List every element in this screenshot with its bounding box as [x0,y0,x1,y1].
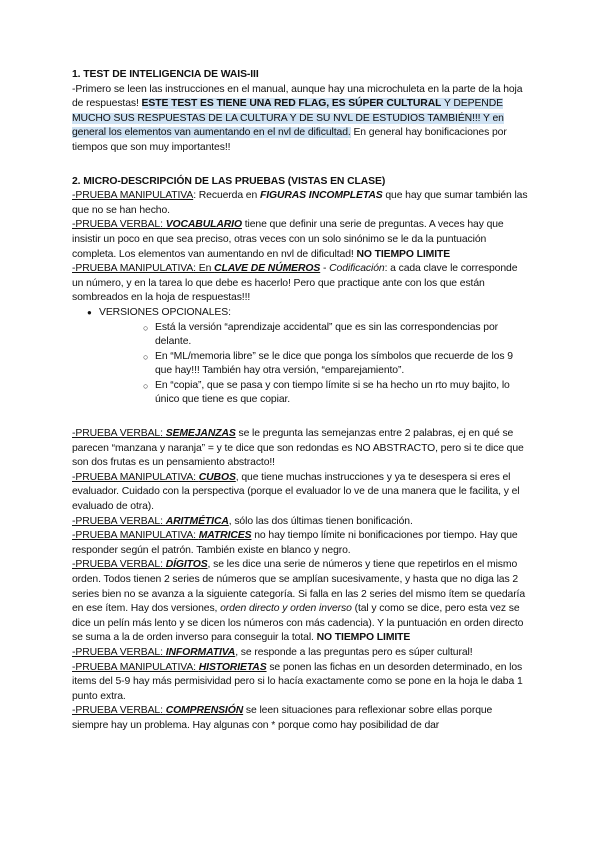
section-2-title: 2. MICRO-DESCRIPCIÓN DE LAS PRUEBAS (VISTAS EN CLASE) [72,175,386,187]
entry-cubos [72,471,528,515]
entry-comprension [72,704,528,733]
list-item [89,306,528,408]
entry-text: , se les dice una serie de números y tiene que repetirlos en el mismo orden. Todos tienen 2 series de números que se amplían sucesivamente, y hasta que no diga las 2 series bien no se avanza a la siguiente categoría. Si falla en las 2 series del mismo ítem se quedaría en ese ítem. Hay dos versiones, [72,559,526,615]
entry-italic: orden directo y orden inverso [220,603,352,615]
entry-aritmetica [72,515,528,530]
entry-text: , que tiene muchas instrucciones y ya te desespera si eres el evaluador. Cuidado con la perspectiva (porque el evaluador lo ve de una manera que le facilita, y el evaluado de otra). [72,471,520,513]
entry-text: , se responde a las preguntas pero es súper cultural! [235,646,473,658]
entry-text: tiene que definir una serie de preguntas. A veces hay que insistir un poco en que sea preciso, otras veces con un solo sinónimo se le da la puntuación completa. Los elementos van aumentando en nvl de dificultad! [72,219,504,260]
entry-label: -PRUEBA VERBAL: [72,428,166,440]
entry-text: - [320,263,330,275]
entry-matrices [72,529,528,558]
test-name: INFORMATIVA [165,646,236,658]
entry-vocabulario [72,218,528,262]
entry-label: -PRUEBA MANIPULATIVA: En [72,263,215,275]
no-time-limit: NO TIEMPO LIMITE [356,248,451,260]
red-flag-highlight: ESTE TEST ES TIENE UNA RED FLAG, ES SÚPER CULTURAL [141,98,442,110]
entry-informativa [72,646,528,661]
entry-text: se ponen las fichas en un desorden determinado, en los items del 5-9 hay más permisividad pero si lo hacía exactamente como se pone en la hoja le daba 1 punto extra. [72,661,523,702]
entry-label: -PRUEBA VERBAL: [72,646,166,658]
entry-text: se leen situaciones para reflexionar sobre ellas porque siempre hay un problema. Hay algunas con * porque como hay posibilidad de dar [72,705,493,731]
entry-label: -PRUEBA VERBAL: [72,559,166,571]
test-name: MATRICES [198,530,252,542]
section-1-paragraph [72,83,528,156]
test-name: CLAVE DE NÚMEROS [214,263,321,275]
test-name: SEMEJANZAS [165,428,236,440]
test-name: COMPRENSIÓN [165,705,244,717]
test-name: HISTORIETAS [198,661,267,673]
entry-text: que hay que sumar también las que no se han hecho. [72,190,528,216]
entry-label: -PRUEBA VERBAL: [72,515,166,527]
entry-text: (tal y como se dice, pero esta vez se dice un pelín más lento y se dicen los números con más cadencia). Y la puntuación en orden directo se suma a la de orden inverso para conseguir la total. [72,603,524,644]
test-name: DÍGITOS [165,559,208,571]
entry-digitos [72,558,528,646]
no-time-limit: NO TIEMPO LIMITE [316,632,411,644]
versiones-label: VERSIONES OPCIONALES: [99,306,231,318]
entry-text: se le pregunta las semejanzas entre 2 palabras, ej en qué se parecen “manzana y naranja” = y te dice que son redondas es NO ABSTRACTO, pero si te dice que son dos frutas es un pensamiento abstracto!! [72,428,524,469]
versiones-sublist [99,321,528,409]
entry-label: -PRUEBA VERBAL: [72,219,166,231]
entry-text: , sólo las dos últimas tienen bonificación. [228,515,413,527]
section-1-title: 1. TEST DE INTELIGENCIA DE WAIS-III [72,69,259,80]
list-item: ○ En “ML/memoria libre” se le dice que ponga los símbolos que recuerde de los 9 que hay!!! También hay otra versión, “emparejamiento”. [143,350,528,379]
entry-label: -PRUEBA VERBAL: [72,705,166,717]
test-name: ARITMÉTICA [165,515,229,527]
entry-label: -PRUEBA MANIPULATIVA: [72,471,199,483]
entry-figuras-incompletas [72,189,528,218]
list-item: ○ Está la versión “aprendizaje accidental” que es sin las correspondencias por delante. [143,321,528,350]
test-name: CUBOS [198,471,236,483]
entry-text: : a cada clave le corresponde un número, y en la tarea lo que debe es hacerlo! Pero que practique ante con los que están sombreados en la hoja de respuestas!!! [72,263,518,304]
versiones-list [72,306,528,408]
culture-highlight: Y DEPENDE MUCHO SUS RESPUESTAS DE LA CULTURA Y DE SU NVL DE ESTUDIOS TAMBIÉN!!! Y en general los elementos van aumentando en el nvl de dificultad. [72,98,504,139]
entry-italic: Codificación [329,263,385,275]
entry-text: no hay tiempo límite ni bonificaciones por tiempo. Hay que responder según el patrón. También existe en blanco y negro. [72,530,518,556]
test-name: VOCABULARIO [165,219,242,231]
entry-label: -PRUEBA MANIPULATIVA [72,190,194,202]
list-item: ○ En “copia”, que se pasa y con tiempo límite si se ha hecho un rto muy bajito, lo único que tiene es que copiar. [143,379,528,408]
entry-semejanzas [72,427,528,471]
section-1-text-b: En general hay bonificaciones por tiempos que son muy importantes!! [72,127,507,153]
entry-historietas [72,661,528,705]
section-1-text-a: -Primero se leen las instrucciones en el manual, aunque hay una microchuleta en la parte de la hoja de respuestas! [72,83,523,110]
entry-text: : Recuerda en [193,190,260,202]
entry-clave-de-numeros [72,262,528,306]
entry-label: -PRUEBA MANIPULATIVA: [72,661,199,673]
document-body [72,68,528,734]
entry-label: -PRUEBA MANIPULATIVA: [72,530,199,542]
test-name: FIGURAS INCOMPLETAS [259,190,383,202]
